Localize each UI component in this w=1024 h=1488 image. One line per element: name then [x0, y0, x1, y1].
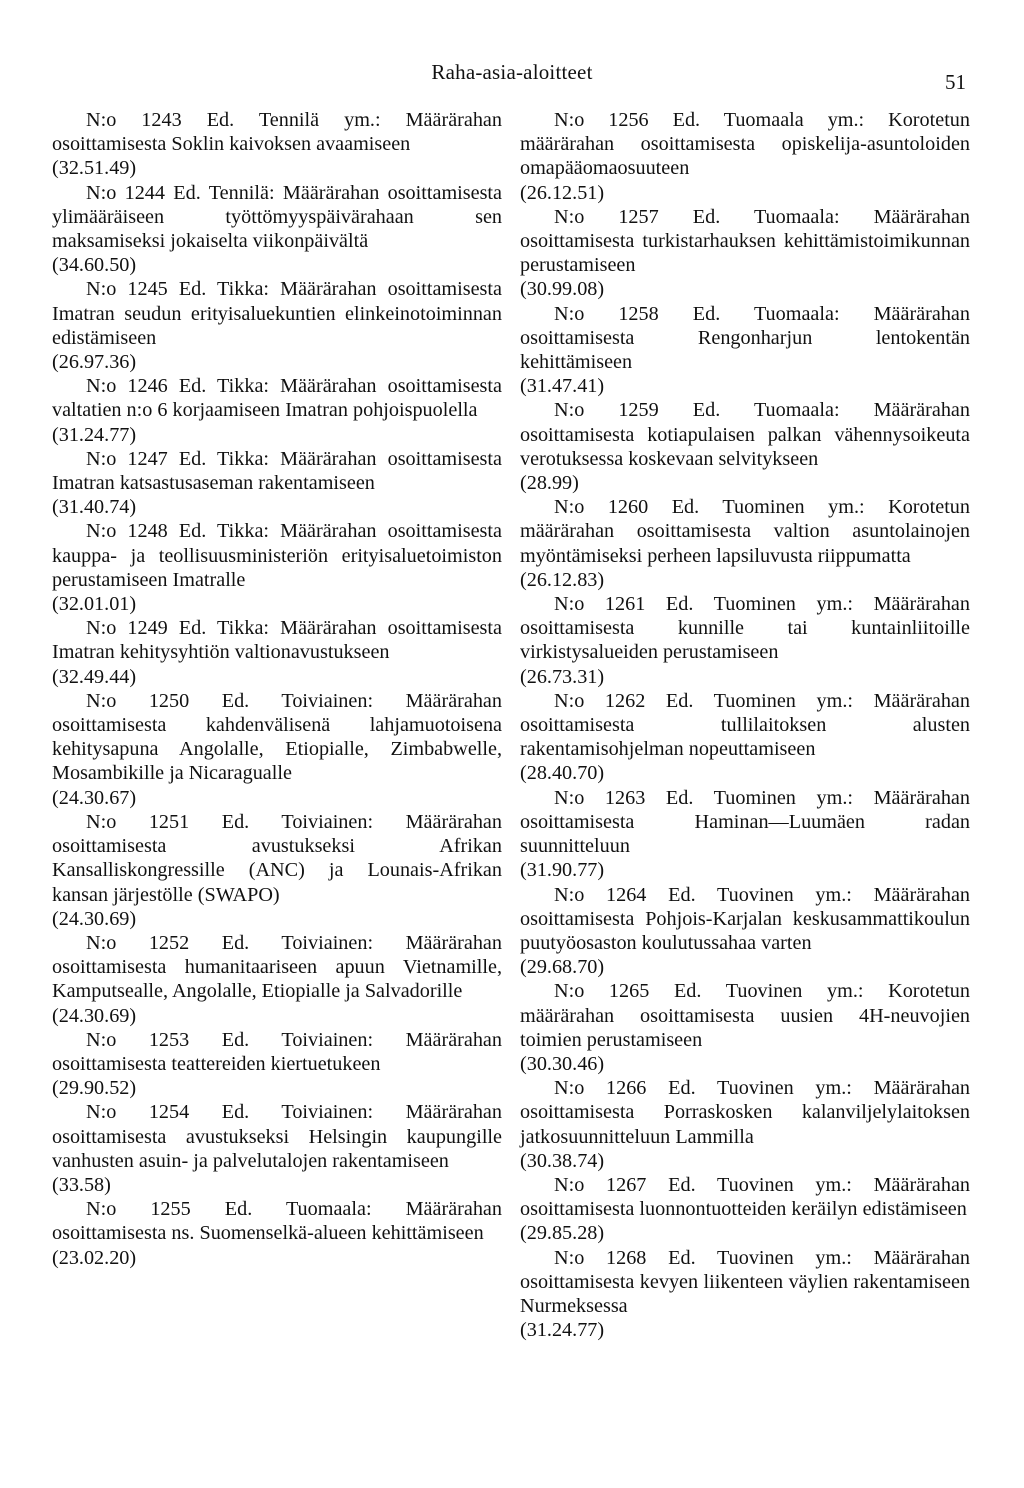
- list-item: [520, 592, 970, 689]
- entry-text: N:o 1250 Ed. Toiviainen: Määrärahan osoittamisesta kahdenvälisenä lahjamuotoisena kehitysapuna Angolalle, Etiopialle, Zimbabwelle, Mosambikille ja Nicaragualle: [52, 689, 502, 785]
- list-item: [52, 1100, 502, 1197]
- list-item: [52, 519, 502, 616]
- entry-code: (34.60.50): [52, 254, 137, 277]
- list-item: [52, 689, 502, 810]
- entry-text: N:o 1251 Ed. Toiviainen: Määrärahan osoittamisesta avustukseksi Afrikan Kansalliskongressille (ANC) ja Lounais-Afrikan kansan järjestölle (SWAPO): [52, 810, 502, 906]
- list-item: [520, 689, 970, 786]
- entry-code: (30.30.46): [520, 1052, 605, 1075]
- entry-text: N:o 1263 Ed. Tuominen ym.: Määrärahan osoittamisesta Haminan—Luumäen radan suunnitteluun: [520, 786, 970, 858]
- running-title: Raha-asia-aloitteet: [431, 60, 593, 84]
- entry-text: N:o 1264 Ed. Tuovinen ym.: Määrärahan osoittamisesta Pohjois-Karjalan keskusammattikoulun puutyöosaston koulutussahaa varten: [520, 883, 970, 954]
- entry-text: N:o 1249 Ed. Tikka: Määrärahan osoittamisesta Imatran kehitysyhtiön valtionavustukseen: [52, 617, 502, 664]
- entry-text: N:o 1245 Ed. Tikka: Määrärahan osoittamisesta Imatran seudun erityisaluekuntien elinkeinotoiminnan edistämiseen: [52, 278, 502, 349]
- entry-text: N:o 1266 Ed. Tuovinen ym.: Määrärahan osoittamisesta Porraskosken kalanviljelylaitoksen jatkosuunnitteluun Lammilla: [520, 1077, 970, 1148]
- list-item: [520, 1076, 970, 1173]
- list-item: [520, 398, 970, 495]
- page-number: 51: [945, 70, 966, 94]
- list-item: [52, 1028, 502, 1101]
- entry-code: (31.24.77): [52, 423, 137, 446]
- entry-code: (26.12.51): [520, 181, 605, 204]
- list-item: [520, 302, 970, 399]
- entry-text: N:o 1256 Ed. Tuomaala ym.: Korotetun määrärahan osoittamisesta opiskelija-asuntoloiden omapääomaosuuteen: [520, 109, 970, 180]
- entry-code: (31.47.41): [520, 375, 605, 398]
- entry-text: N:o 1262 Ed. Tuominen ym.: Määrärahan osoittamisesta tullilaitoksen alusten rakentamisohjelman nopeuttamiseen: [520, 689, 970, 761]
- entry-code: (26.12.83): [520, 568, 605, 591]
- entry-text: N:o 1257 Ed. Tuomaala: Määrärahan osoittamisesta turkistarhauksen kehittämistoimikunnan perustamiseen: [520, 205, 970, 277]
- list-item: [52, 277, 502, 374]
- list-item: [52, 108, 502, 181]
- entry-code: (28.40.70): [520, 762, 605, 785]
- entry-code: (28.99): [520, 472, 579, 495]
- entry-code: (32.49.44): [52, 665, 137, 688]
- entry-code: (31.90.77): [520, 859, 605, 882]
- entry-code: (29.90.52): [52, 1077, 137, 1100]
- entry-text: N:o 1268 Ed. Tuovinen ym.: Määrärahan osoittamisesta kevyen liikenteen väylien rakentamiseen Nurmeksessa: [520, 1246, 970, 1317]
- entry-code: (24.30.67): [52, 786, 137, 809]
- entry-text: N:o 1246 Ed. Tikka: Määrärahan osoittamisesta valtatien n:o 6 korjaamiseen Imatran pohjoispuolella: [52, 375, 502, 422]
- list-item: [520, 979, 970, 1076]
- entry-code: (24.30.69): [52, 1004, 137, 1027]
- entry-code: (30.38.74): [520, 1149, 605, 1172]
- entry-text: N:o 1244 Ed. Tennilä: Määrärahan osoittamisesta ylimääräiseen työttömyyspäivärahaan sen maksamiseksi jokaiselta viikonpäivältä: [52, 181, 502, 253]
- entry-code: (31.24.77): [520, 1319, 605, 1342]
- entry-text: N:o 1265 Ed. Tuovinen ym.: Korotetun määrärahan osoittamisesta uusien 4H-neuvojien toimien perustamiseen: [520, 980, 970, 1051]
- list-item: [52, 931, 502, 1028]
- left-column: [52, 108, 502, 1270]
- entry-code: (29.85.28): [520, 1222, 605, 1245]
- entry-code: (24.30.69): [52, 907, 137, 930]
- list-item: [52, 181, 502, 278]
- entry-text: N:o 1253 Ed. Toiviainen: Määrärahan osoittamisesta teattereiden kiertuetukeen: [52, 1028, 502, 1075]
- list-item: [520, 1173, 970, 1246]
- list-item: [520, 205, 970, 302]
- list-item: [520, 1246, 970, 1343]
- entry-text: N:o 1247 Ed. Tikka: Määrärahan osoittamisesta Imatran katsastusaseman rakentamiseen: [52, 447, 502, 495]
- entry-text: N:o 1258 Ed. Tuomaala: Määrärahan osoittamisesta Rengonharjun lentokentän kehittämiseen: [520, 302, 970, 374]
- list-item: [52, 447, 502, 520]
- entry-code: (33.58): [52, 1173, 111, 1196]
- entry-text: N:o 1255 Ed. Tuomaala: Määrärahan osoittamisesta ns. Suomenselkä-alueen kehittämiseen: [52, 1198, 502, 1245]
- entry-code: (31.40.74): [52, 496, 137, 519]
- entry-text: N:o 1252 Ed. Toiviainen: Määrärahan osoittamisesta humanitaariseen apuun Vietnamille, Kamputsealle, Angolalle, Etiopialle ja Salvadorille: [52, 931, 502, 1003]
- entry-code: (26.97.36): [52, 351, 137, 374]
- entry-code: (23.02.20): [52, 1246, 137, 1269]
- entry-code: (32.01.01): [52, 593, 137, 616]
- list-item: [52, 374, 502, 447]
- entry-code: (26.73.31): [520, 665, 605, 688]
- entry-text: N:o 1261 Ed. Tuominen ym.: Määrärahan osoittamisesta kunnille tai kuntainliitoille virkistysalueiden perustamiseen: [520, 593, 970, 664]
- entry-text: N:o 1243 Ed. Tennilä ym.: Määrärahan osoittamisesta Soklin kaivoksen avaamiseen: [52, 109, 502, 156]
- entry-text: N:o 1260 Ed. Tuominen ym.: Korotetun määrärahan osoittamisesta valtion asuntolainojen myöntämiseksi perheen lapsiluvusta riippumatta: [520, 496, 970, 567]
- list-item: [52, 616, 502, 689]
- entry-text: N:o 1248 Ed. Tikka: Määrärahan osoittamisesta kauppa- ja teollisuusministeriön erityisaluetoimiston perustamiseen Imatralle: [52, 520, 502, 591]
- entry-text: N:o 1254 Ed. Toiviainen: Määrärahan osoittamisesta avustukseksi Helsingin kaupungille vanhusten asuin- ja palvelutalojen rakentamiseen: [52, 1101, 502, 1172]
- list-item: [52, 810, 502, 931]
- list-item: [520, 883, 970, 980]
- list-item: [52, 1197, 502, 1270]
- entry-text: N:o 1267 Ed. Tuovinen ym.: Määrärahan osoittamisesta luonnontuotteiden keräilyn edistämiseen: [520, 1173, 970, 1221]
- list-item: [520, 108, 970, 205]
- right-column: [520, 108, 970, 1342]
- list-item: [520, 495, 970, 592]
- list-item: [520, 786, 970, 883]
- entry-code: (32.51.49): [52, 157, 137, 180]
- entry-text: N:o 1259 Ed. Tuomaala: Määrärahan osoittamisesta kotiapulaisen palkan vähennysoikeuta verotuksessa koskevaan selvitykseen: [520, 399, 970, 470]
- entry-code: (29.68.70): [520, 956, 605, 979]
- entry-code: (30.99.08): [520, 278, 605, 301]
